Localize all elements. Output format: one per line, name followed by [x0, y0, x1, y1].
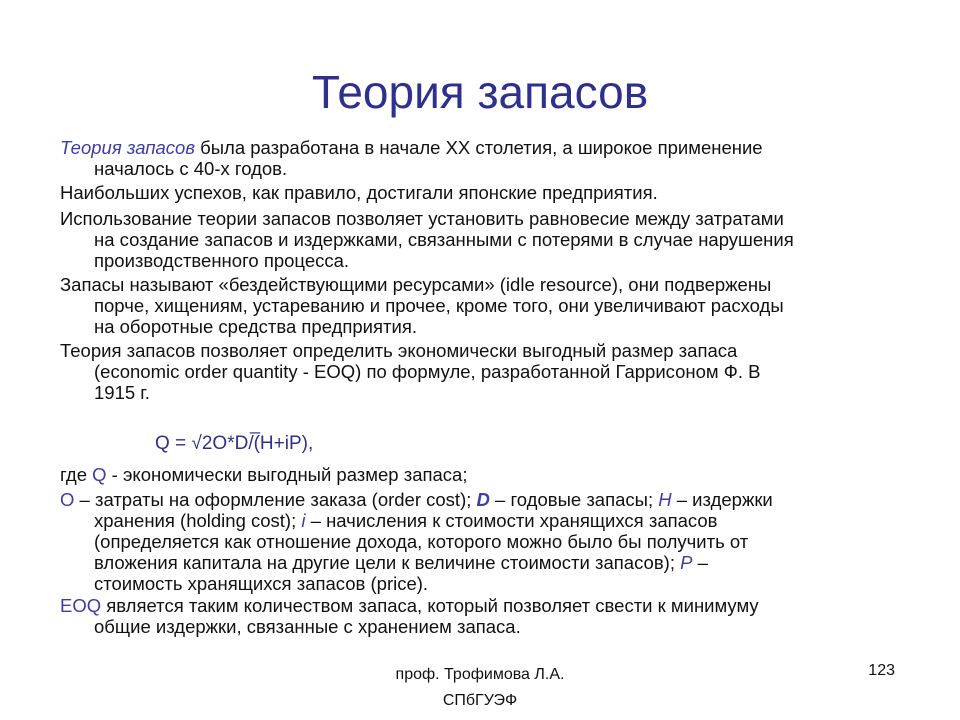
var-d-text: – годовые запасы; [489, 489, 659, 510]
variables-line4 [60, 552, 910, 573]
var-d: D [476, 489, 490, 510]
paragraph-eoq-definition [60, 595, 910, 637]
where-prefix: где [60, 464, 93, 485]
eoq-intro-line3: 1915 г. [94, 382, 150, 403]
capital-text: вложения капитала на другие цели к величине стоимости запасов); [94, 552, 681, 573]
idle-line3: на оборотные средства предприятия. [94, 316, 418, 337]
history-line1: была разработана в начале ХХ столетия, а широкое применение [195, 137, 763, 158]
paragraph-history [60, 137, 910, 179]
variables-line2 [60, 510, 910, 531]
page-number: 123 [868, 662, 895, 679]
paragraph-variables [60, 489, 910, 594]
var-i-text: – начисления к стоимости хранящихся запасов [305, 510, 718, 531]
var-h: H [658, 489, 672, 510]
balance-line2: на создание запасов и издержками, связанными с потерями в случае нарушения [94, 229, 794, 250]
holding-cost-text: хранения (holding cost); [94, 510, 302, 531]
var-p: P [680, 552, 693, 573]
balance-line1: Использование теории запасов позволяет установить равновесие между затратами [60, 208, 784, 229]
slide-title: Теория запасов [311, 66, 649, 118]
eoq-term: EOQ [60, 595, 102, 616]
footer-author: проф. Трофимова Л.А. [395, 666, 565, 683]
balance-line3: производственного процесса. [94, 250, 350, 271]
where-q-text: - экономически выгодный размер запаса; [106, 464, 468, 485]
paragraph-eoq-intro [60, 340, 910, 403]
footer-org: СПбГУЭФ [442, 692, 518, 709]
idle-line2: порче, хищениям, устареванию и прочее, кроме того, они увеличивают расходы [94, 295, 784, 316]
var-o: O [60, 489, 75, 510]
variables-line5: стоимость хранящихся запасов (price). [94, 573, 429, 594]
var-h-text: – издержки [671, 489, 773, 510]
var-q: Q [92, 464, 107, 485]
idle-line1: Запасы называют «бездействующими ресурсами» (idle resource), они подвержены [60, 274, 772, 295]
var-i: i [301, 510, 306, 531]
eoq-def-line1: является таким количеством запаса, который позволяет свести к минимуму [101, 595, 759, 616]
term-inventory-theory: Теория запасов [60, 137, 196, 158]
paragraph-idle-resources [60, 274, 910, 337]
eoq-intro-line1: Теория запасов позволяет определить экономически выгодный размер запаса [60, 340, 738, 361]
eoq-intro-line2: (economic order quantity - EOQ) по формуле, разработанной Гаррисоном Ф. В [94, 361, 761, 382]
eoq-def-line2: общие издержки, связанные с хранением запаса. [94, 616, 521, 637]
history-line2: началось с 40-х годов. [94, 158, 288, 179]
paragraph-balance [60, 208, 910, 271]
var-o-text: – затраты на оформление заказа (order cost); [74, 489, 477, 510]
paragraph-japan: Наибольших успехов, как правило, достигали японские предприятия. [60, 182, 658, 203]
sqrt-overbar: _ [250, 414, 261, 434]
paragraph-where-q [60, 464, 910, 485]
eoq-formula: Q = √2O*D/(H+iP), [155, 433, 314, 454]
variables-line3: (определяется как отношение дохода, которого можно было бы получить от [94, 531, 749, 552]
footer-author-block [330, 662, 630, 714]
var-p-dash: – [692, 552, 708, 573]
